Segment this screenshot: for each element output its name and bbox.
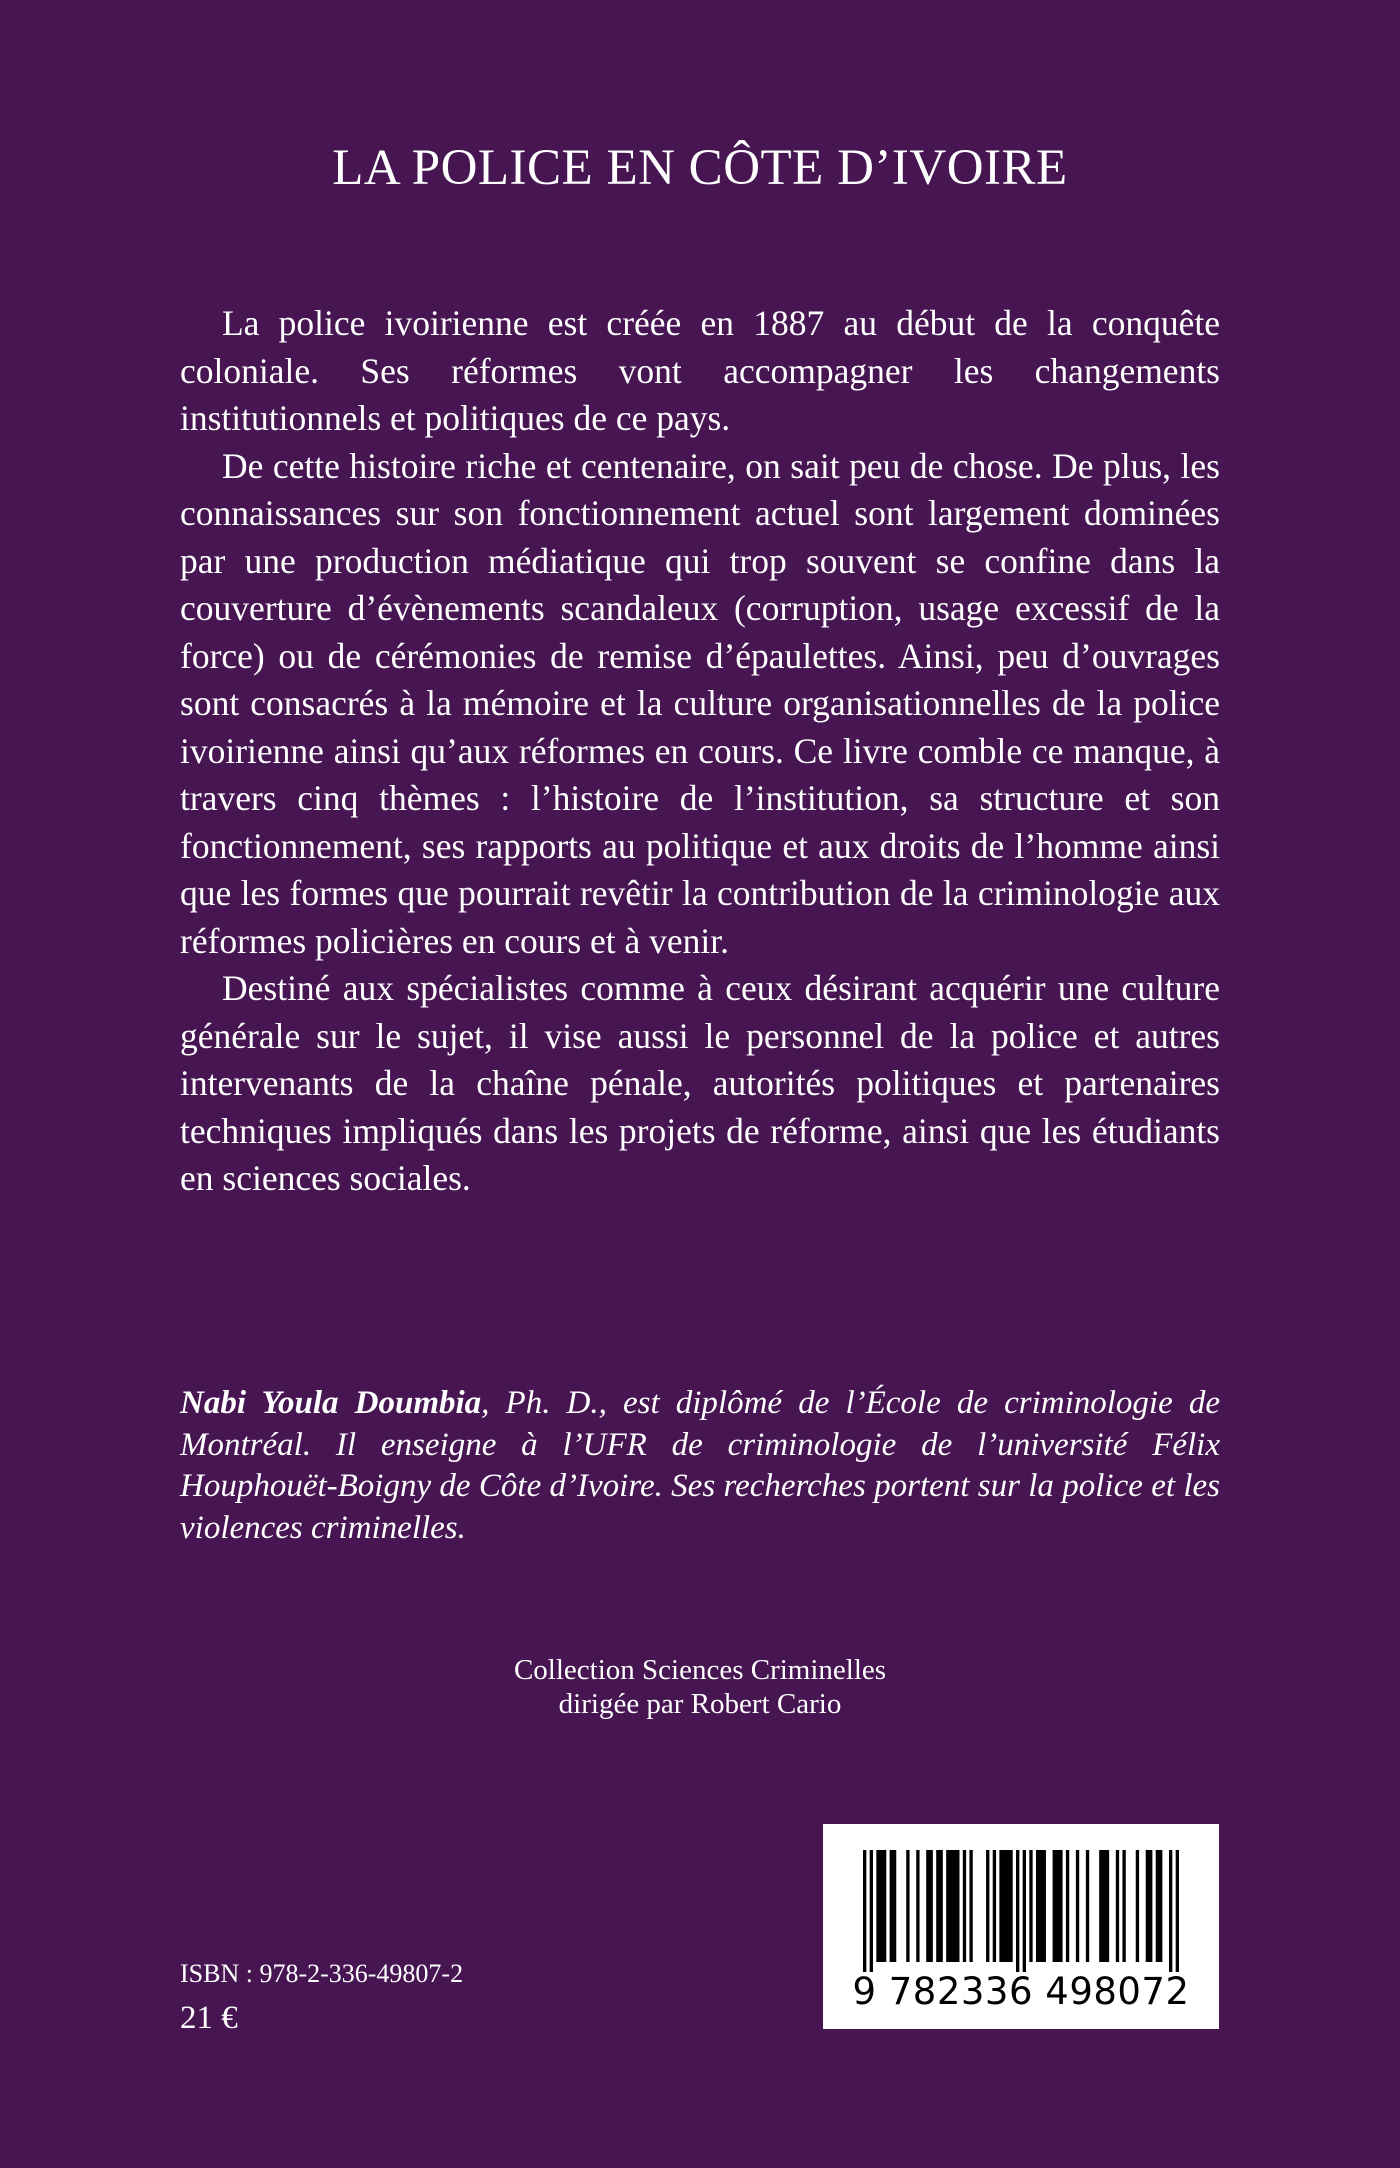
barcode-bar-15 xyxy=(1023,1850,1026,1972)
barcode-bar-21 xyxy=(1086,1850,1089,1962)
barcode xyxy=(823,1824,1219,2029)
barcode-bar-20 xyxy=(1076,1850,1079,1962)
collection-info xyxy=(0,1653,1400,1721)
book-title: LA POLICE EN CÔTE D’IVOIRE xyxy=(332,140,1068,196)
barcode-bar-29 xyxy=(1176,1850,1179,1972)
isbn: ISBN : 978-2-336-49807-2 xyxy=(180,1959,464,1988)
barcode-bar-13 xyxy=(999,1850,1012,1962)
blurb-paragraph-3: Destiné aux spécialistes comme à ceux désirant acquérir une culture générale sur le sujet, il vise aussi le personnel de la police et autres intervenants de la chaîne pénale, autorités politiques et partenaires techniques impliqués dans les projets de réforme, ainsi que les étudiants en sciences sociales. xyxy=(180,968,1220,1198)
barcode-bar-16 xyxy=(1029,1850,1032,1962)
barcode-bar-7 xyxy=(936,1850,943,1962)
barcode-bar-10 xyxy=(969,1850,972,1962)
collection-director: dirigée par Robert Cario xyxy=(558,1688,842,1720)
barcode-bar-27 xyxy=(1156,1850,1163,1962)
blurb-paragraph-1: La police ivoirienne est créée en 1887 au début de la conquête coloniale. Ses réformes vont accompagner les changements institutionnels et politiques de ce pays. xyxy=(180,303,1220,438)
barcode-bar-18 xyxy=(1053,1850,1063,1962)
barcode-bar-6 xyxy=(926,1850,933,1962)
blurb-paragraph-2: De cette histoire riche et centenaire, on sait peu de chose. De plus, les connaissances sur son fonctionnement actuel sont largement dominées par une production médiatique qui trop souvent se confine dans la couverture d’évènements scandaleux (corruption, usage excessif de la force) ou de cérémonies de remise d’épaulettes. Ainsi, peu d’ouvrages sont consacrés à la mémoire et la culture organisationnelles de la police ivoirienne ainsi qu’aux réformes en cours. Ce livre comble ce manque, à travers cinq thèmes : l’histoire de l’institution, sa structure et son fonctionnement, ses rapports au politique et aux droits de l’homme ainsi que les formes que pourrait revêtir la contribution de la criminologie aux réformes policières en cours et à venir. xyxy=(180,445,1220,961)
barcode-bar-24 xyxy=(1122,1850,1125,1962)
author-name: Nabi Youla Doumbia xyxy=(180,1385,482,1421)
barcode-bar-11 xyxy=(986,1850,989,1962)
barcode-bar-8 xyxy=(946,1850,959,1962)
barcode-bar-12 xyxy=(993,1850,996,1962)
barcode-bars xyxy=(863,1850,1179,1972)
barcode-bar-1 xyxy=(870,1850,873,1972)
barcode-bar-26 xyxy=(1146,1850,1153,1962)
barcode-bar-9 xyxy=(963,1850,966,1962)
barcode-bar-28 xyxy=(1169,1850,1172,1972)
barcode-bar-0 xyxy=(863,1850,866,1972)
collection-name: Collection Sciences Criminelles xyxy=(513,1654,887,1686)
barcode-bar-2 xyxy=(876,1850,886,1962)
barcode-bar-5 xyxy=(916,1850,919,1962)
back-cover-blurb xyxy=(180,300,1220,1203)
barcode-bar-4 xyxy=(906,1850,909,1962)
barcode-bar-22 xyxy=(1099,1850,1109,1962)
price: 21 € xyxy=(180,2000,238,2036)
barcode-bar-25 xyxy=(1136,1850,1139,1962)
barcode-digits: 9 782336 498072 xyxy=(852,1970,1190,2013)
barcode-bar-17 xyxy=(1036,1850,1046,1962)
barcode-bar-19 xyxy=(1066,1850,1069,1962)
barcode-bar-23 xyxy=(1116,1850,1119,1962)
barcode-bar-14 xyxy=(1016,1850,1019,1972)
barcode-bar-3 xyxy=(890,1850,897,1962)
author-bio-text: , Ph. D., est diplômé de l’École de criminologie de Montréal. Il enseigne à l’UFR de criminologie de l’université Félix Houphouët-Boigny de Côte d’Ivoire. Ses recherches portent sur la police et les violences criminelles. xyxy=(180,1385,1220,1546)
author-bio xyxy=(180,1383,1220,1549)
